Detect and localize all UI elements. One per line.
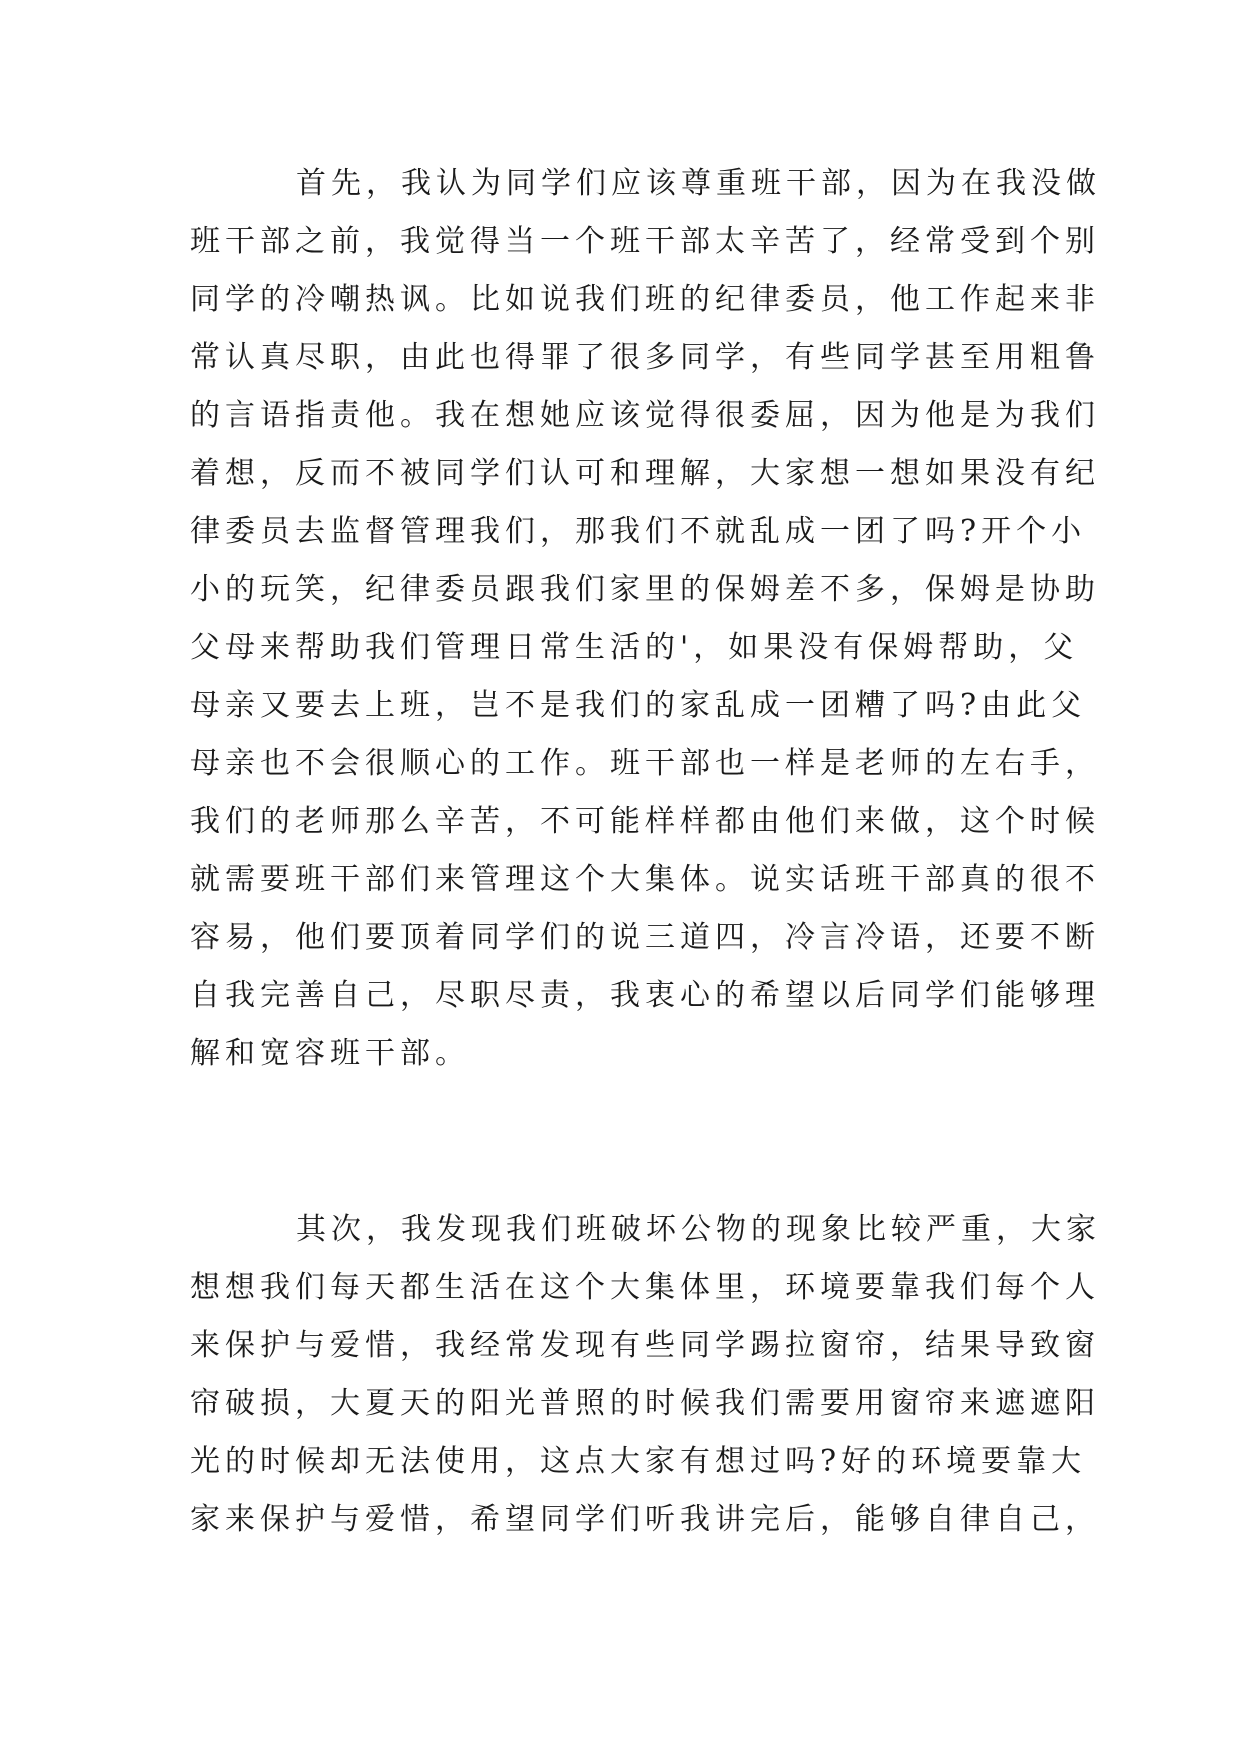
- text-line: 就需要班干部们来管理这个大集体。说实话班干部真的很不: [190, 862, 1100, 897]
- paragraph-respect-class-leaders: [190, 155, 1101, 1083]
- text-line: 其次，我发现我们班破坏公物的现象比较严重，大家: [296, 1212, 1101, 1247]
- text-line: 容易，他们要顶着同学们的说三道四，冷言冷语，还要不断: [190, 920, 1100, 955]
- text-line: 想想我们每天都生活在这个大集体里，环境要靠我们每个人: [190, 1270, 1100, 1305]
- text-line: 律委员去监督管理我们，那我们不就乱成一团了吗?开个小: [190, 514, 1087, 549]
- text-line: 我们的老师那么辛苦，不可能样样都由他们来做，这个时候: [190, 804, 1100, 839]
- text-line: 常认真尽职，由此也得罪了很多同学，有些同学甚至用粗鲁: [190, 340, 1100, 375]
- text-line: 母亲又要去上班，岂不是我们的家乱成一团糟了吗?由此父: [190, 688, 1087, 723]
- text-line: 班干部之前，我觉得当一个班干部太辛苦了，经常受到个别: [190, 224, 1100, 259]
- text-line: 来保护与爱惜，我经常发现有些同学踢拉窗帘，结果导致窗: [190, 1328, 1100, 1363]
- text-line: 小的玩笑，纪律委员跟我们家里的保姆差不多，保姆是协助: [190, 572, 1100, 607]
- text-line: 同学的冷嘲热讽。比如说我们班的纪律委员，他工作起来非: [190, 282, 1100, 317]
- text-line: 帘破损，大夏天的阳光普照的时候我们需要用窗帘来遮遮阳: [190, 1386, 1100, 1421]
- paragraph-public-property: [190, 1201, 1101, 1549]
- text-line: 的言语指责他。我在想她应该觉得很委屈，因为他是为我们: [190, 398, 1100, 433]
- text-line: 首先，我认为同学们应该尊重班干部，因为在我没做: [296, 166, 1101, 201]
- text-line: 自我完善自己，尽职尽责，我衷心的希望以后同学们能够理: [190, 978, 1100, 1013]
- text-line: 解和宽容班干部。: [190, 1036, 470, 1071]
- text-line: 家来保护与爱惜，希望同学们听我讲完后，能够自律自己，: [190, 1502, 1100, 1537]
- text-line: 着想，反而不被同学们认可和理解，大家想一想如果没有纪: [190, 456, 1100, 491]
- text-line: 父母来帮助我们管理日常生活的'，如果没有保姆帮助，父: [190, 630, 1079, 665]
- text-line: 光的时候却无法使用，这点大家有想过吗?好的环境要靠大: [190, 1444, 1087, 1479]
- text-line: 母亲也不会很顺心的工作。班干部也一样是老师的左右手，: [190, 746, 1100, 781]
